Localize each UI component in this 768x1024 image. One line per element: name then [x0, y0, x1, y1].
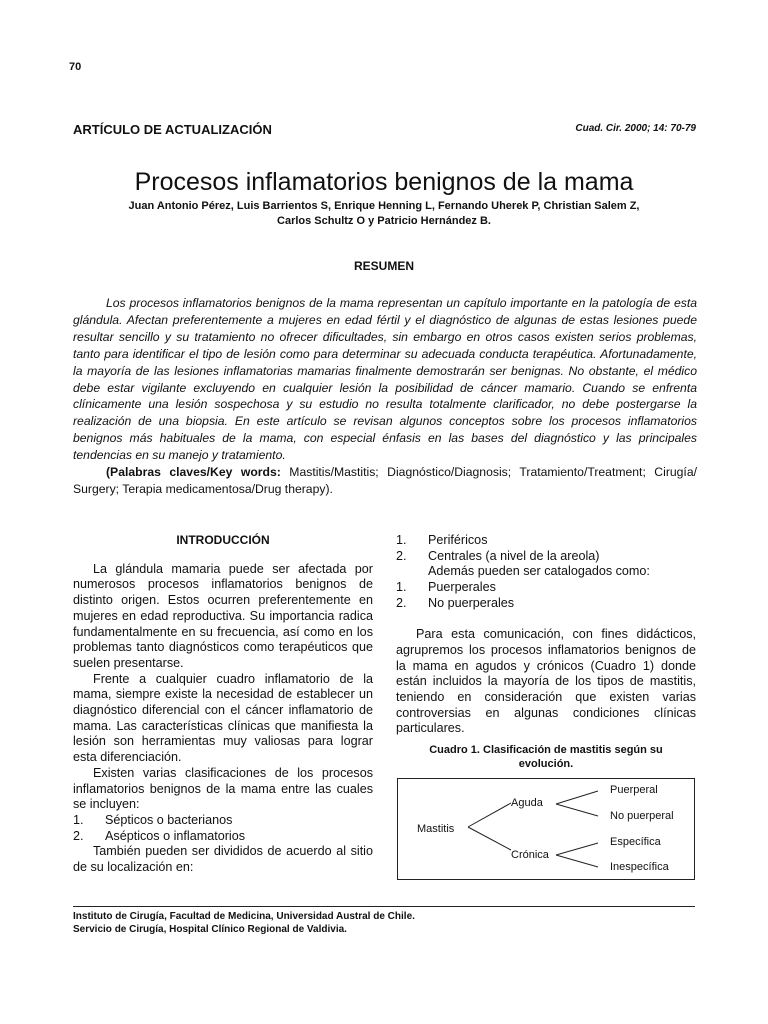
list-number: 2. — [73, 828, 84, 843]
spacer — [396, 612, 696, 628]
right-paragraph: Para esta comunicación, con fines didácticos, agrupremos los procesos inflamatorios benignos de la mama en agudos y crónicos (Cuadro 1) donde están incluidos la mayoría de los tipos de mastitis, teniendo en consideración que existen varias controversias en algunas condiciones clínicas particulares. — [396, 627, 696, 736]
connector-line — [468, 827, 511, 850]
catalog-line: Además pueden ser catalogados como: — [428, 564, 650, 579]
list-text: No puerperales — [428, 595, 515, 610]
affiliation-line-1: Instituto de Cirugía, Facultad de Medicina, Universidad Austral de Chile. — [73, 911, 415, 922]
section-label: ARTÍCULO DE ACTUALIZACIÓN — [73, 122, 272, 137]
intro-paragraph-4: También pueden ser divididos de acuerdo al sitio de su localización en: — [73, 844, 373, 875]
abstract-heading: RESUMEN — [353, 259, 414, 273]
right-column — [396, 533, 696, 737]
list-number: 1. — [396, 580, 407, 595]
intro-paragraph-2: Frente a cualquier cuadro inflamatorio de la mama, siempre existe la necesidad de establecer un diagnóstico diferencial con el cáncer inflamatorio de mama. Las características clínicas que manifiesta la lesión son herramientas muy valiosas para lograr esta diferenciación. — [73, 671, 373, 765]
list-number: 1. — [396, 533, 407, 547]
abstract — [73, 295, 697, 498]
intro-paragraph-3: Existen varias clasificaciones de los procesos inflamatorios benignos de la mama entre las cuales se incluyen: — [73, 765, 373, 812]
journal-citation: Cuad. Cir. 2000; 14: 70-79 — [575, 123, 696, 134]
caption-line-2: evolución. — [518, 758, 574, 770]
authors-line-2: Carlos Schultz O y Patricio Hernández B. — [277, 215, 491, 227]
list-number: 2. — [396, 548, 407, 563]
list-number: 1. — [73, 812, 84, 827]
diagram-branch-label: Crónica — [511, 849, 549, 861]
affiliation-footer — [73, 910, 415, 936]
list-item — [396, 549, 696, 565]
list-item — [396, 580, 696, 596]
connector-line — [468, 803, 511, 827]
list-item — [396, 596, 696, 612]
abstract-text: Los procesos inflamatorios benignos de la mama representan un capítulo importante en la patología de esta glándula. Afectan preferentemente a mujeres en edad fértil y el diagnóstico de algunas de estas lesiones puede resultar sencillo y su tratamiento no ofrecer dificultades, sin embargo en otros casos existen serios problemas, tanto para identificar el tipo de lesión como para determinar su adecuada conducta terapéutica. Afortunadamente, la mayoría de las lesiones inflamatorias mamarias finalmente demostrarán ser benignas. No obstante, el médico debe estar vigilante excluyendo en cualquier lesión la posibilidad de cáncer mamario. Cuando se enfrenta clínicamente una lesión sospechosa y su estudio no resulta totalmente clarificador, no debe postergarse la realización de una biopsia. En este artículo se revisan algunos conceptos sobre los procesos inflamatorios benignos más habituales de la mama, con especial énfasis en las bases del diagnóstico y las principales tendencias en su manejo y tratamiento. — [73, 296, 697, 463]
classification-diagram — [397, 778, 695, 880]
diagram-leaf-label: Inespecífica — [610, 861, 669, 873]
affiliation-line-2: Servicio de Cirugía, Hospital Clínico Regional de Valdivia. — [73, 924, 347, 935]
diagram-leaf-label: Puerperal — [610, 784, 658, 796]
diagram-leaf-label: Específica — [610, 836, 661, 848]
caption-line-1: Cuadro 1. Clasificación de mastitis según su — [429, 744, 663, 756]
list-item — [396, 533, 696, 549]
page-number: 70 — [69, 61, 82, 73]
author-list — [60, 199, 708, 229]
list-text: Asépticos o inflamatorios — [105, 828, 245, 843]
list-number: 2. — [396, 595, 407, 610]
list-text: Puerperales — [428, 580, 496, 595]
connector-line — [556, 855, 598, 867]
intro-paragraph-1: La glándula mamaria puede ser afectada por numerosos procesos inflamatorios benignos de distinto origen. Estos ocurren preferentemente en mujeres en edad reproductiva. Su importancia radica fundamentalmente en su frecuencia, así como en los problemas tanto diagnósticos como terapéuticos que suelen presentarse. — [73, 561, 373, 670]
list-text: Centrales (a nivel de la areola) — [428, 548, 600, 563]
article-title: Procesos inflamatorios benignos de la mama — [134, 168, 634, 196]
keywords-label: (Palabras claves/Key words: — [106, 465, 281, 480]
list-item — [73, 813, 373, 829]
footer-divider — [73, 906, 695, 907]
connector-line — [556, 804, 598, 816]
list-text: Periféricos — [428, 533, 488, 547]
list-text: Sépticos o bacterianos — [105, 812, 233, 827]
diagram-root-label: Mastitis — [417, 823, 455, 835]
list-item — [73, 829, 373, 845]
connector-line — [556, 843, 598, 855]
authors-line-1: Juan Antonio Pérez, Luis Barrientos S, Enrique Henning L, Fernando Uherek P, Christian Salem Z, — [128, 200, 640, 212]
keywords — [73, 464, 697, 498]
cuadro-caption — [396, 743, 696, 771]
intro-heading: INTRODUCCIÓN — [176, 533, 270, 547]
diagram-branch-label: Aguda — [511, 797, 543, 809]
keywords-text: Mastitis/Mastitis; Diagnóstico/Diagnosis; Tratamiento/Treatment; Cirugía/ Surgery; Terapia medicamentosa/Drug therapy). — [73, 465, 697, 496]
diagram-leaf-label: No puerperal — [610, 810, 674, 822]
connector-line — [556, 791, 598, 804]
left-column — [73, 533, 373, 876]
